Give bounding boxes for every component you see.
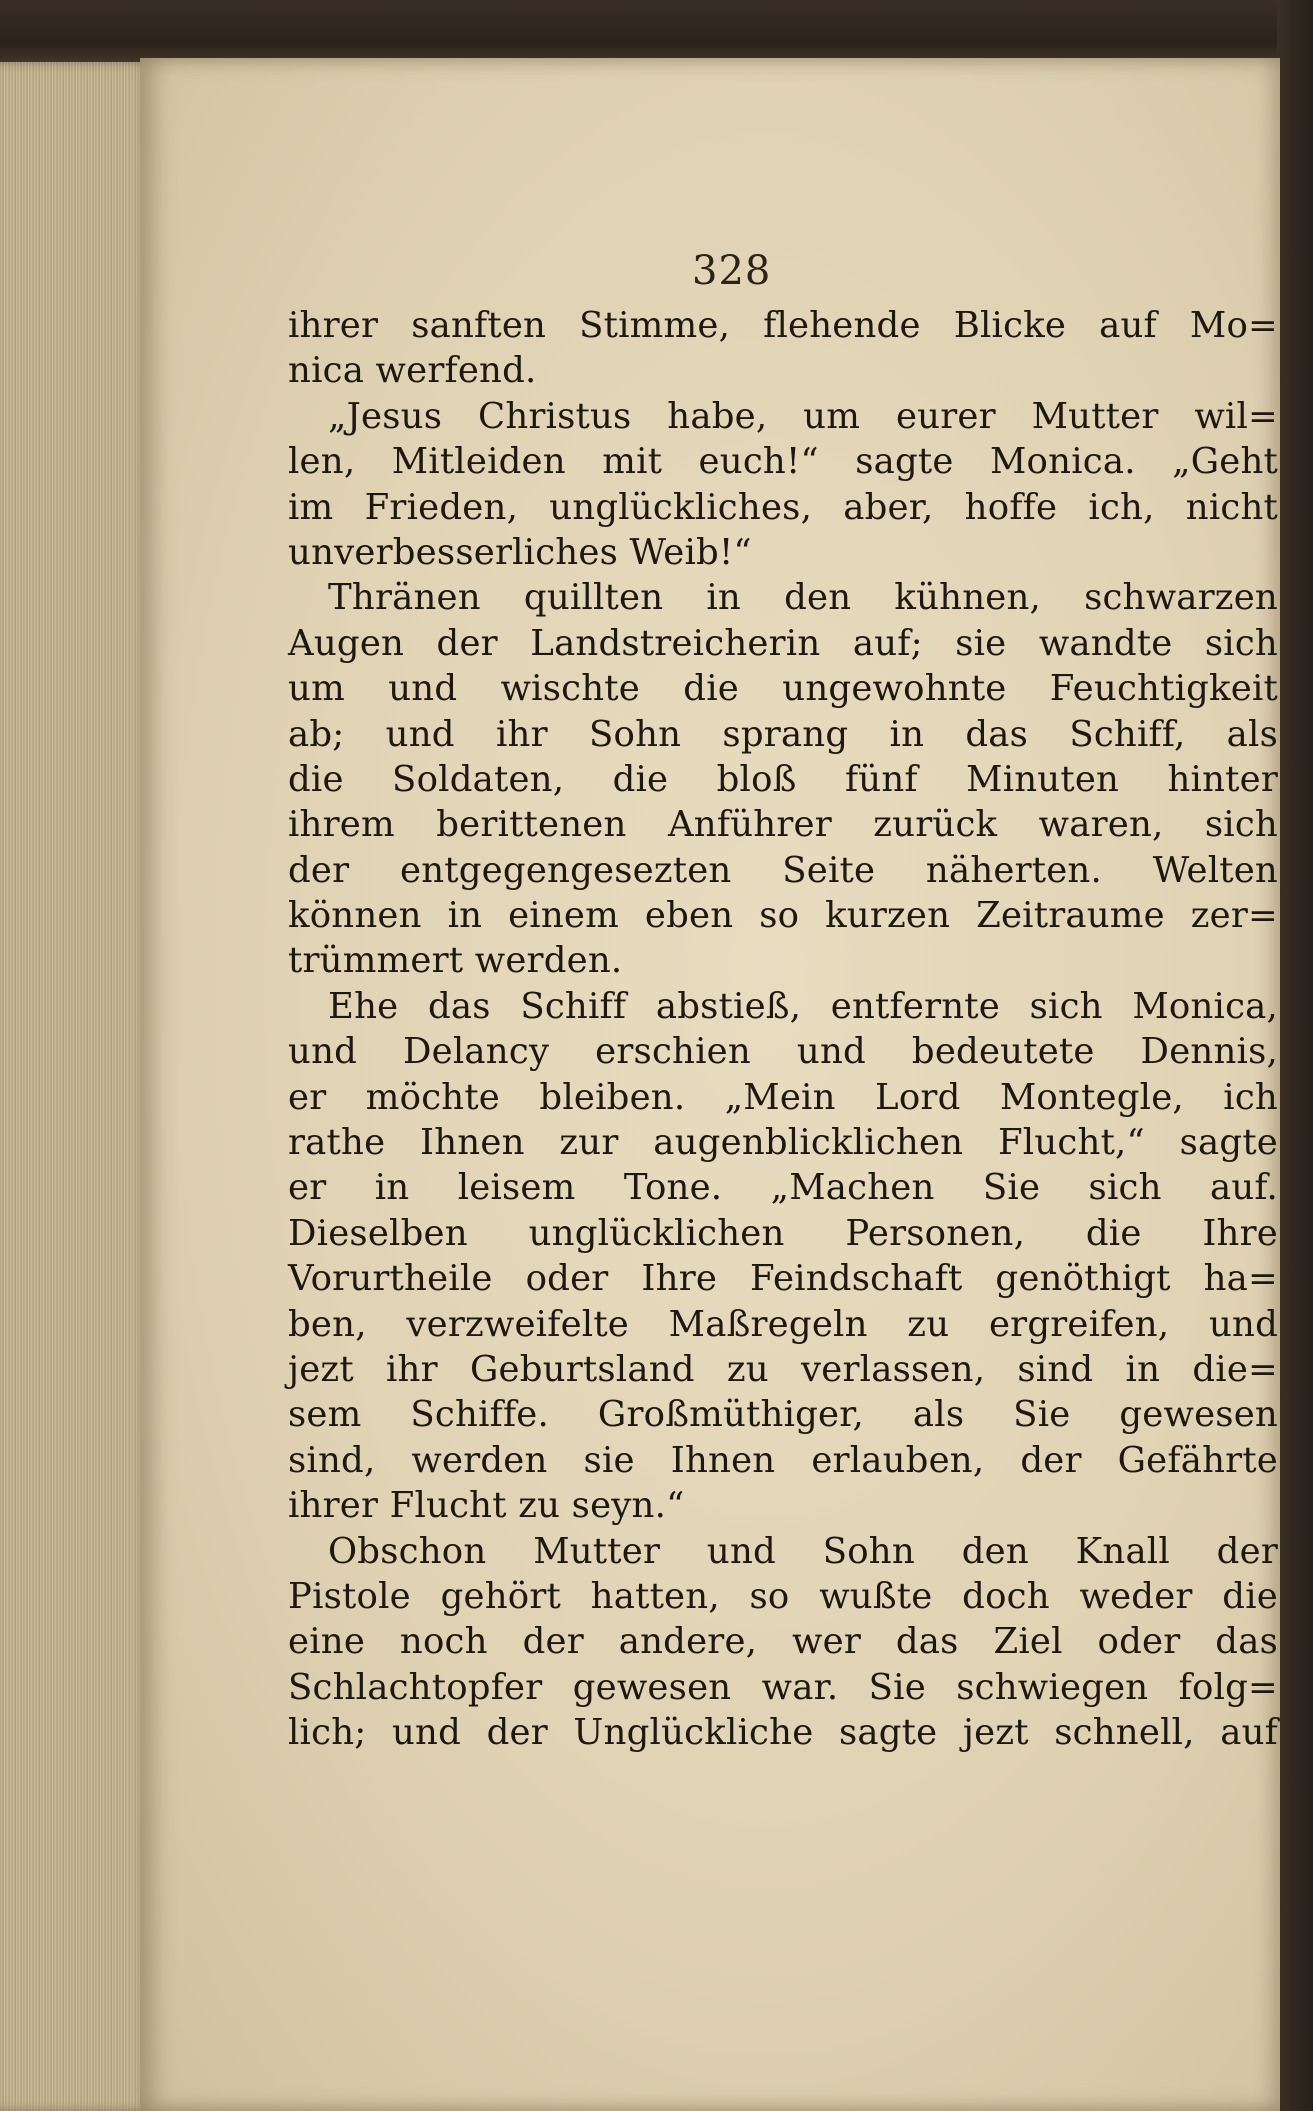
book-page — [140, 58, 1280, 2111]
page-text — [288, 303, 1278, 1756]
text-line: im Frieden, unglückliches, aber, hoffe ich, nicht — [288, 486, 1278, 528]
text-line: Thränen quillten in den kühnen, schwarzen — [328, 577, 1278, 619]
text-line: sind, werden sie Ihnen erlauben, der Gefährte — [288, 1439, 1278, 1481]
text-line: len, Mitleiden mit euch!“ sagte Monica. „Geht — [288, 441, 1278, 483]
text-line: ihrer Flucht zu seyn.“ — [288, 1485, 685, 1527]
text-line: Augen der Landstreicherin auf; sie wandte sich — [288, 622, 1278, 664]
text-line: die Soldaten, die bloß fünf Minuten hinter — [288, 758, 1278, 800]
text-line: ihrer sanften Stimme, flehende Blicke auf Mo= — [288, 305, 1278, 346]
text-line: ihrem berittenen Anführer zurück waren, sich — [288, 804, 1278, 846]
text-line: nica werfend. — [288, 350, 537, 392]
text-line: „Jesus Christus habe, um eurer Mutter wil= — [328, 395, 1278, 437]
text-line: Ehe das Schiff abstieß, entfernte sich Monica, — [328, 985, 1278, 1027]
text-line: und Delancy erschien und bedeutete Dennis, — [288, 1031, 1278, 1073]
text-line: um und wischte die ungewohnte Feuchtigkeit — [288, 668, 1278, 710]
text-line: Dieselben unglücklichen Personen, die Ihre — [288, 1212, 1278, 1254]
text-line: ben, verzweifelte Maßregeln zu ergreifen, und — [288, 1303, 1278, 1345]
text-line: lich; und der Unglückliche sagte jezt schnell, auf — [288, 1712, 1278, 1754]
text-line: sem Schiffe. Großmüthiger, als Sie gewesen — [288, 1394, 1278, 1436]
text-line: Pistole gehört hatten, so wußte doch weder die — [288, 1575, 1278, 1617]
text-line: trümmert werden. — [288, 940, 623, 982]
text-line: können in einem eben so kurzen Zeitraume zer= — [288, 895, 1278, 937]
book-cover-right — [1277, 0, 1313, 2111]
text-line: jezt ihr Geburtsland zu verlassen, sind in die= — [288, 1348, 1278, 1390]
text-line: unverbesserliches Weib!“ — [288, 531, 752, 573]
text-line: Obschon Mutter und Sohn den Knall der — [328, 1530, 1278, 1572]
text-line: Vorurtheile oder Ihre Feindschaft genöthigt ha= — [288, 1258, 1278, 1300]
text-line: der entgegengesezten Seite näherten. Welten — [288, 849, 1278, 891]
text-line: Schlachtopfer gewesen war. Sie schwiegen folg= — [288, 1666, 1278, 1708]
text-line: er möchte bleiben. „Mein Lord Montegle, ich — [288, 1076, 1278, 1118]
text-line: rathe Ihnen zur augenblicklichen Flucht,“ sagte — [288, 1122, 1278, 1164]
text-line: ab; und ihr Sohn sprang in das Schiff, als — [288, 713, 1278, 755]
page-edges — [0, 62, 150, 2111]
text-line: er in leisem Tone. „Machen Sie sich auf. — [288, 1167, 1278, 1209]
text-line: eine noch der andere, wer das Ziel oder das — [288, 1621, 1278, 1663]
page-number: 328 — [692, 248, 772, 294]
